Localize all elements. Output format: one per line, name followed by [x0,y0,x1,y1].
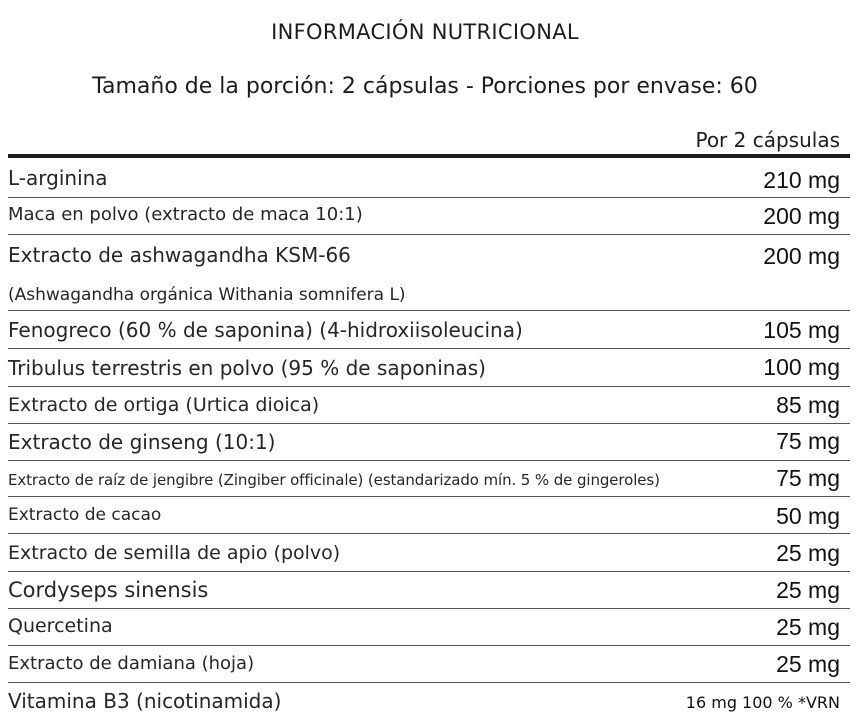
ingredient-amount: 25 mg [776,540,840,566]
ingredient-amount: 75 mg [776,428,840,454]
row-divider [8,571,850,572]
ingredient-amount: 16 mg 100 % *VRN [685,693,840,712]
ingredient-amount: 100 mg [763,354,840,380]
ingredient-subname: (Ashwagandha orgánica Withania somnifera L) [8,285,406,305]
ingredient-name: Extracto de raíz de jengibre (Zingiber officinale) (estandarizado mín. 5 % de gingeroles) [8,471,660,489]
ingredient-name: Extracto de cacao [8,505,162,525]
ingredient-name: Tribulus terrestris en polvo (95 % de saponinas) [8,356,486,380]
ingredient-name: Extracto de ashwagandha KSM-66 [8,243,351,267]
ingredient-name: Extracto de damiana (hoja) [8,653,255,674]
row-divider [8,533,850,534]
ingredient-name: Extracto de ginseng (10:1) [8,430,276,454]
column-header: Por 2 cápsulas [695,128,840,152]
ingredient-name: Maca en polvo (extracto de maca 10:1) [8,204,363,225]
ingredient-amount: 50 mg [776,503,840,529]
row-divider [8,348,850,349]
row-divider [8,496,850,497]
header-divider [8,154,850,158]
row-divider [8,310,850,311]
row-divider [8,234,850,235]
row-divider [8,645,850,646]
ingredient-name: Quercetina [8,615,113,637]
ingredient-amount: 25 mg [776,577,840,603]
ingredient-name: Cordyseps sinensis [8,578,209,602]
ingredient-amount: 200 mg [763,203,840,229]
ingredient-name: Fenogreco (60 % de saponina) (4-hidroxiisoleucina) [8,318,523,342]
ingredient-name: L-arginina [8,166,108,190]
ingredient-amount: 210 mg [763,167,840,193]
ingredient-amount: 200 mg [763,243,840,269]
panel-title: INFORMACIÓN NUTRICIONAL [271,20,579,44]
row-divider [8,682,850,683]
row-divider [8,460,850,461]
ingredient-name: Extracto de semilla de apio (polvo) [8,542,341,564]
ingredient-name: Extracto de ortiga (Urtica dioica) [8,394,320,416]
ingredient-amount: 105 mg [763,317,840,343]
ingredient-amount: 75 mg [776,465,840,491]
serving-size: Tamaño de la porción: 2 cápsulas - Porciones por envase: 60 [92,74,758,99]
row-divider [8,197,850,198]
ingredient-name: Vitamina B3 (nicotinamida) [8,689,282,713]
ingredient-amount: 25 mg [776,614,840,640]
ingredient-amount: 25 mg [776,651,840,677]
row-divider [8,608,850,609]
ingredient-amount: 85 mg [776,392,840,418]
row-divider [8,386,850,387]
row-divider [8,423,850,424]
